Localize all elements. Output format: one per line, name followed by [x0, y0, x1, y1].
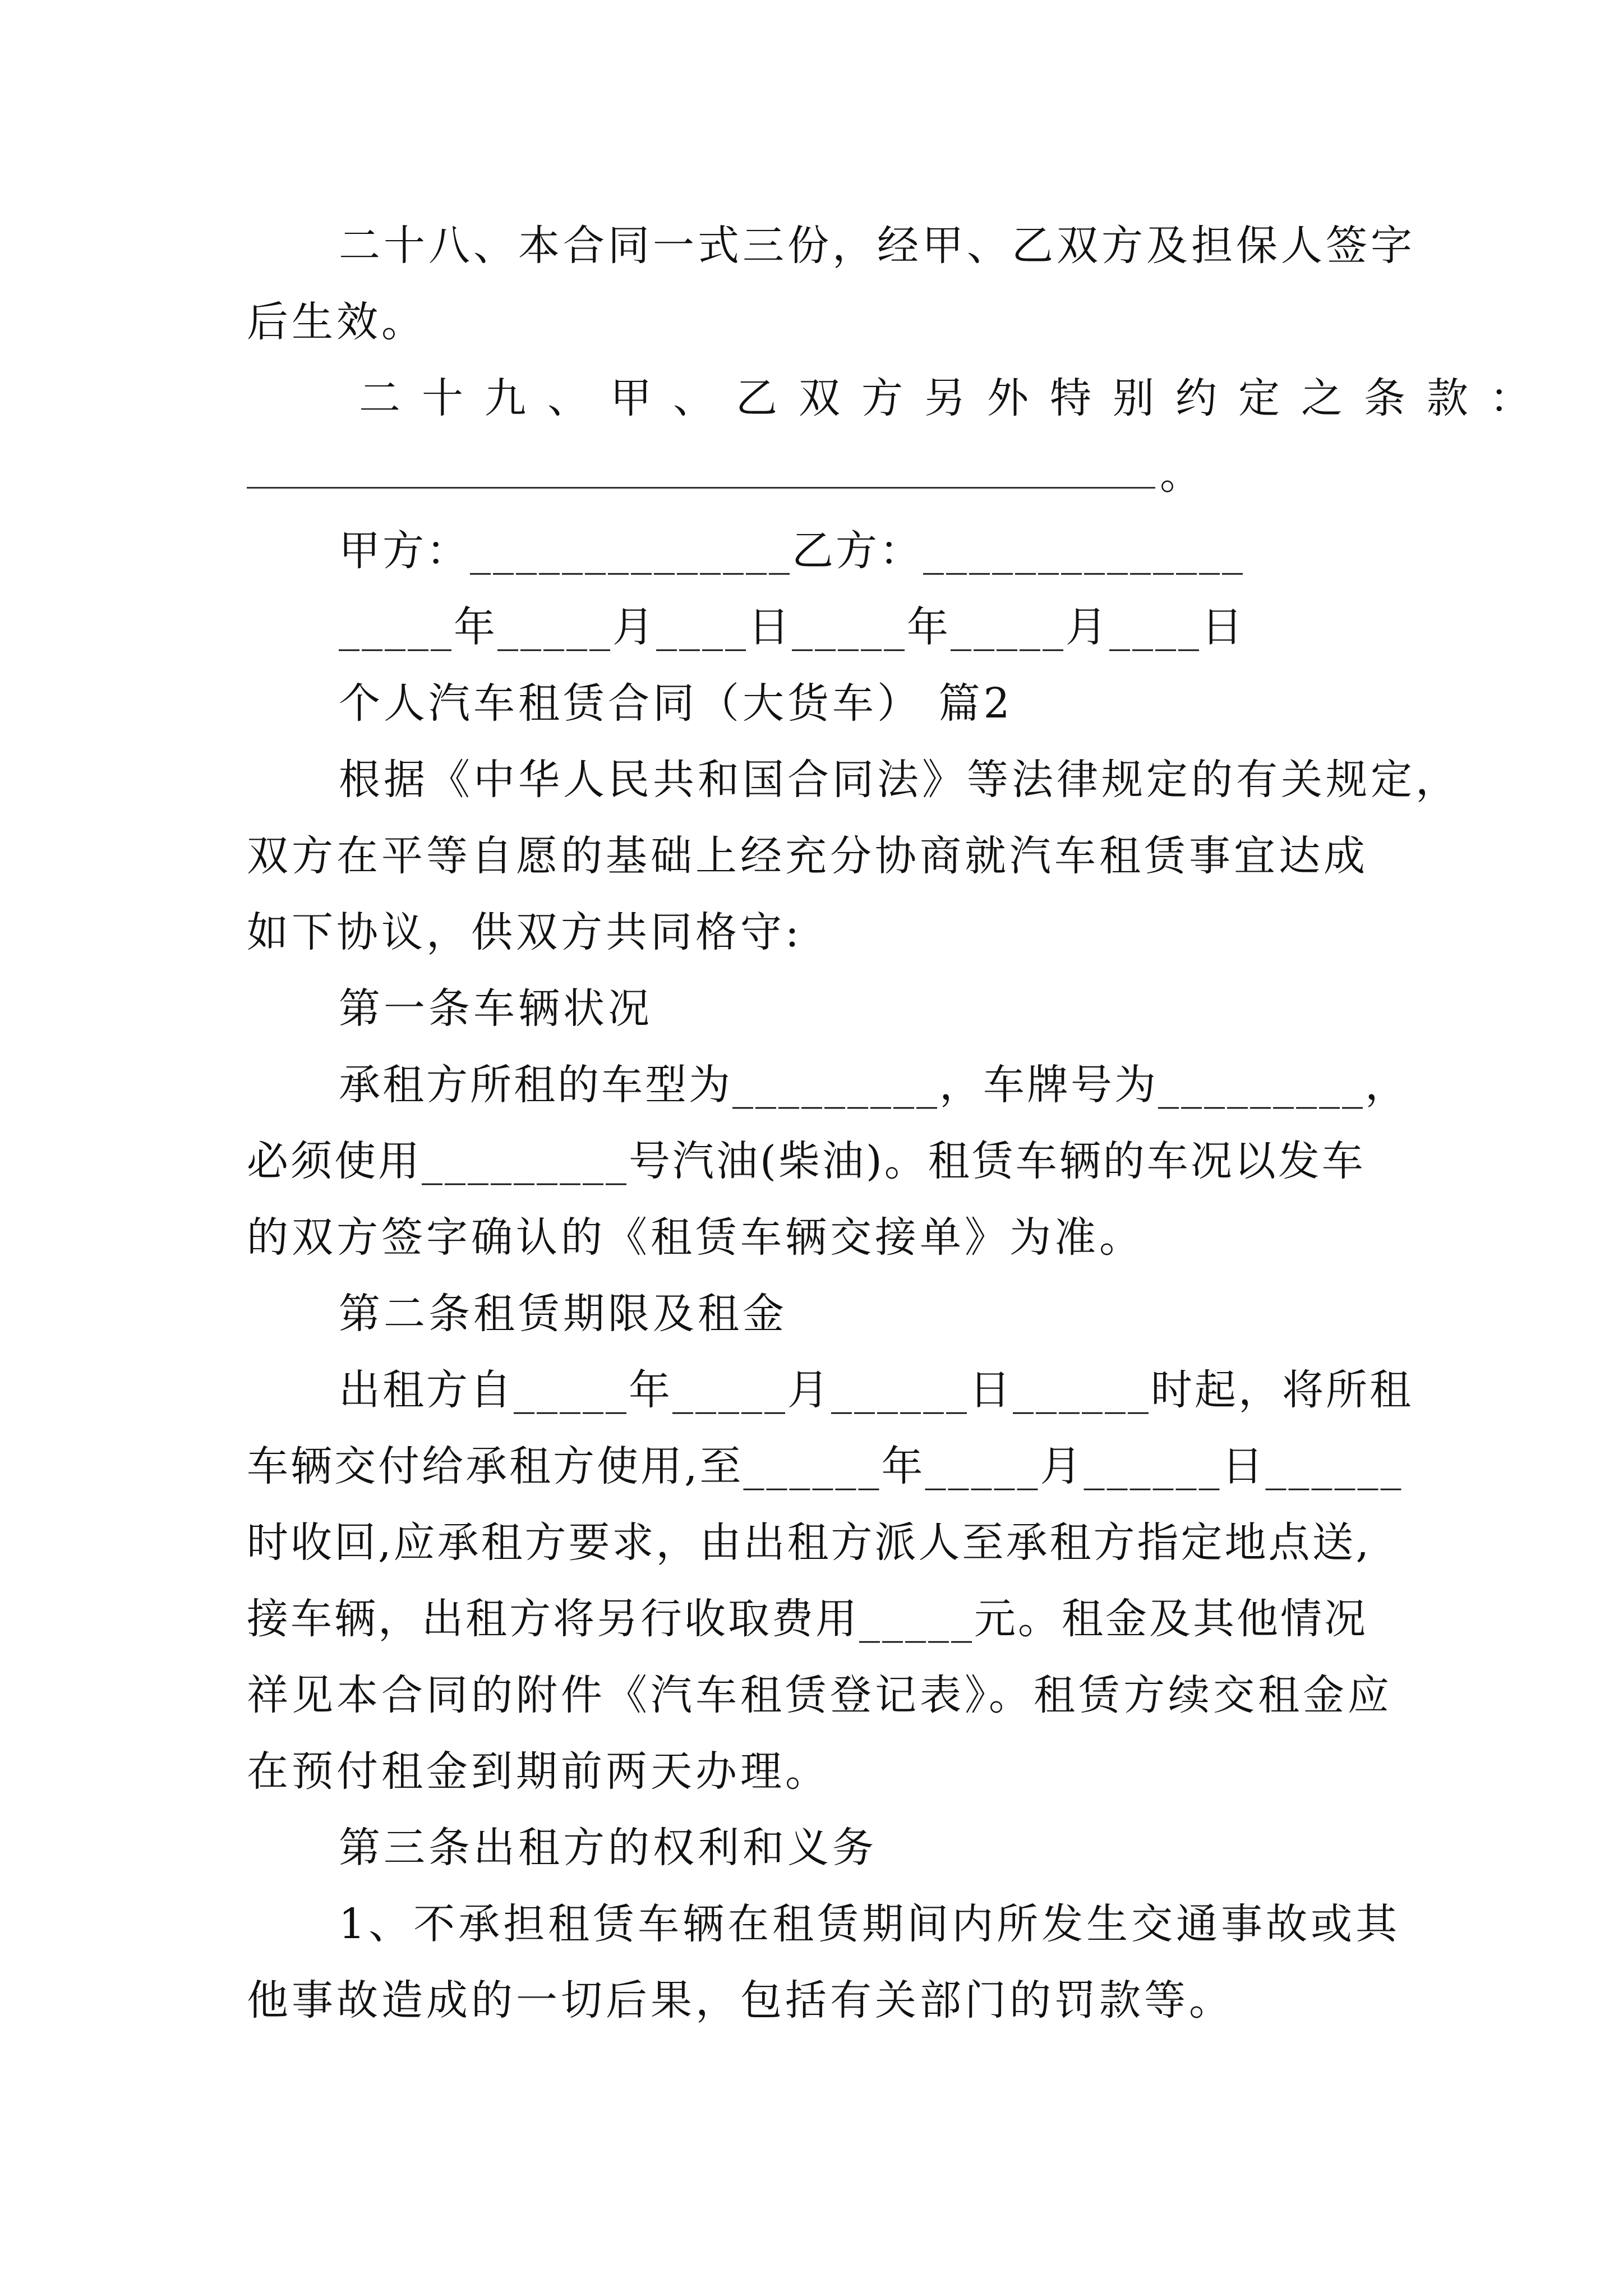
article-heading: 第三条出租方的权利和义务: [339, 1824, 877, 1872]
paragraph-line: 在预付租金到期前两天办理。: [247, 1747, 830, 1796]
paragraph-line: 承租方所租的车型为_________，车牌号为_________，: [339, 1061, 1409, 1109]
paragraph-line: 他事故造成的一切后果，包括有关部门的罚款等。: [247, 1976, 1234, 2024]
paragraph-line: 后生效。: [247, 298, 426, 346]
article-heading: 第一条车辆状况: [339, 984, 653, 1033]
document-body: [247, 208, 1552, 2039]
article-heading: 第二条租赁期限及租金: [339, 1290, 787, 1338]
paragraph-line: 二十八、本合同一式三份，经甲、乙双方及担保人签字: [339, 222, 1415, 270]
paragraph-line: 车辆交付给承租方使用,至______年_____月______日______: [247, 1442, 1404, 1490]
paragraph-line: 接车辆，出租方将另行收取费用_____元。租金及其他情况: [247, 1595, 1368, 1643]
paragraph-line: 双方在平等自愿的基础上经充分协商就汽车租赁事宜达成: [247, 832, 1368, 880]
paragraph-line: 祥见本合同的附件《汽车租赁登记表》。租赁方续交租金应: [247, 1671, 1393, 1719]
paragraph-line: 根据《中华人民共和国合同法》等法律规定的有关规定，: [339, 756, 1460, 804]
paragraph-line: 必须使用_________号汽油(柴油)。租赁车辆的车况以发车: [247, 1137, 1366, 1185]
fill-in-rule: [247, 487, 1155, 489]
paragraph-line: 如下协议，供双方共同格守:: [247, 908, 803, 956]
special-terms-blank-line: [247, 436, 1388, 513]
paragraph-line: 出租方自_____年_____月______日______时起，将所租: [339, 1366, 1413, 1414]
paragraph-line: 的双方签字确认的《租赁车辆交接单》为准。: [247, 1213, 1144, 1262]
paragraph-line: 二十九、甲、乙双方另外特别约定之条款：: [359, 374, 1552, 422]
date-line: _____年_____月____日_____年_____月____日: [339, 603, 1245, 651]
paragraph-end-mark: 。: [1160, 450, 1205, 499]
section-heading: 个人汽车租赁合同（大货车） 篇2: [339, 679, 1013, 728]
signature-line: 甲方：______________乙方：______________: [339, 527, 1245, 575]
paragraph-line: 时收回,应承租方要求，由出租方派人至承租方指定地点送,: [247, 1519, 1372, 1567]
paragraph-line: 1、不承担租赁车辆在租赁期间内所发生交通事故或其: [339, 1900, 1401, 1948]
